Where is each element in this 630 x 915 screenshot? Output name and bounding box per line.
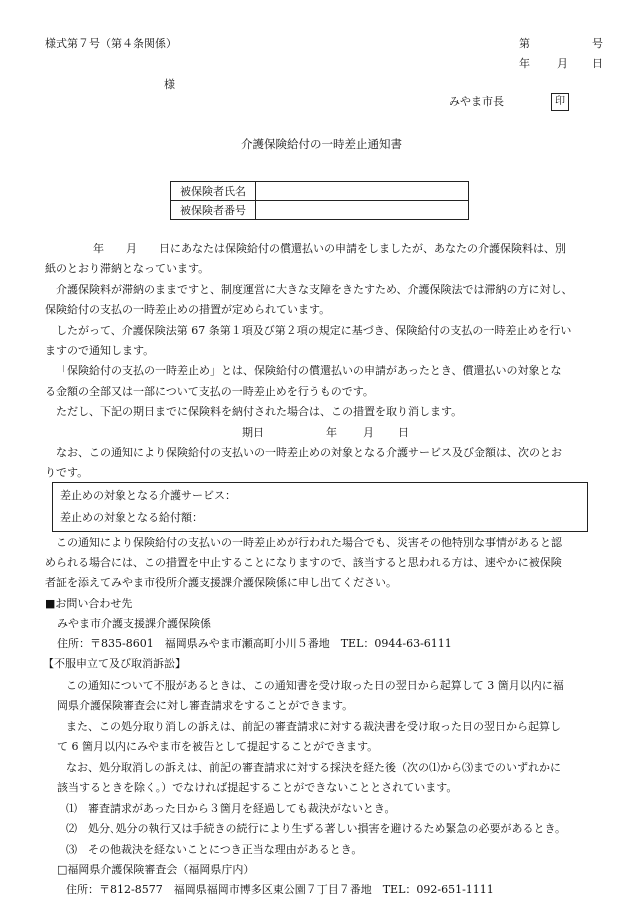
insured-person-table: [170, 181, 469, 220]
document-number-label: 第: [519, 37, 530, 50]
suspended-amount-label: 差止めの対象となる給付額：: [60, 511, 203, 524]
deadline-year: 年: [326, 426, 337, 439]
body-paragraph-7-line-2: められる場合には、この措置を中止することになりますので、該当すると思われる方は、速やかに被保険: [45, 557, 562, 568]
body-paragraph-4-line-2: る金額の全部又は一部について支払の一時差止めを行うものです。: [45, 386, 374, 397]
date-year: 年: [519, 57, 530, 70]
body-paragraph-6-line-1: なお、この通知により保険給付の支払いの一時差止めの対象となる介護サービス及び金額は、次のとお: [56, 447, 562, 458]
appeal-paragraph-1-line-1: この通知について不服があるときは、この通知書を受け取った日の翌日から起算して 3 箇月以内に福: [66, 680, 564, 691]
body-paragraph-3-line-1: したがって、介護保険法第 67 条第１項及び第２項の規定に基づき、保険給付の支払の一時差止めを行い: [56, 325, 572, 336]
appeal-paragraph-2-line-1: また、この処分取り消しの訴えは、前記の審査請求に対する裁決書を受け取った日の翌日から起算し: [66, 721, 561, 732]
body-paragraph-7-line-1: この通知により保険給付の支払いの一時差止めが行われた場合でも、災害その他特別な事情があると認: [56, 537, 562, 548]
suspended-service-label: 差止めの対象となる介護サービス：: [60, 489, 236, 502]
appeal-paragraph-1-line-2: 岡県介護保険審査会に対し審査請求をすることができます。: [57, 700, 354, 711]
deadline-day: 日: [398, 426, 409, 439]
appeal-heading: 【不服申立て及び取消訴訟】: [43, 658, 186, 669]
insured-number-value[interactable]: [256, 201, 469, 220]
body-paragraph-6-line-2: りです。: [45, 467, 89, 478]
insured-number-label: 被保険者番号: [171, 201, 256, 220]
body-paragraph-1-line-1: 年 月 日にあなたは保険給付の償還払いの申請をしましたが、あなたの介護保険料は、別: [93, 243, 566, 254]
document-number-suffix: 号: [592, 37, 603, 50]
date-month: 月: [557, 57, 568, 70]
table-row: [171, 182, 469, 201]
addressee-suffix: 様: [164, 78, 175, 91]
review-council-address: 住所：〒812-8577 福岡県福岡市博多区東公園７丁目７番地 TEL：092-651-1111: [66, 884, 494, 895]
insured-name-label: 被保険者氏名: [171, 182, 256, 201]
review-council-heading: □福岡県介護保険審査会（福岡県庁内）: [57, 864, 255, 875]
official-seal: 印: [551, 93, 569, 111]
appeal-paragraph-3-line-2: 該当するときを除く。）でなければ提起することができないこととされています。: [57, 782, 458, 793]
contact-address: 住所：〒835-8601 福岡県みやま市瀬高町小川５番地 TEL：0944-63-6111: [57, 638, 452, 649]
appeal-paragraph-2-line-2: て 6 箇月以内にみやま市を被告として提起することができます。: [57, 741, 379, 752]
body-paragraph-2-line-2: 保険給付の支払の一時差止めの措置が定められています。: [45, 304, 331, 315]
contact-heading: ■お問い合わせ先: [45, 598, 133, 609]
body-paragraph-2-line-1: 介護保険料が滞納のままですと、制度運営に大きな支障をきたすため、介護保険法では滞納の方に対し、: [56, 284, 573, 295]
date-day: 日: [592, 57, 603, 70]
appeal-item-2: ⑵ 処分､処分の執行又は手続きの続行により生ずる著しい損害を避けるため緊急の必要があるとき。: [66, 823, 567, 834]
body-paragraph-3-line-2: ますので通知します。: [45, 345, 155, 356]
contact-office: みやま市介護支援課介護保険係: [57, 618, 211, 629]
table-row: [171, 201, 469, 220]
deadline-label: 期日: [242, 426, 264, 439]
body-paragraph-5: ただし、下記の期日までに保険料を納付された場合は、この措置を取り消します。: [56, 406, 463, 417]
appeal-paragraph-3-line-1: なお、処分取消しの訴えは、前記の審査請求に対する採決を経た後（次の⑴から⑶までのいずれかに: [66, 762, 561, 773]
form-number: 様式第７号（第４条関係）: [45, 37, 177, 50]
body-paragraph-7-line-3: 者証を添えてみやま市役所介護支援課介護保険係に申し出てください。: [45, 577, 397, 588]
appeal-item-3: ⑶ その他裁決を経ないことにつき正当な理由があるとき。: [66, 844, 363, 855]
document-title: 介護保険給付の一時差止通知書: [241, 137, 402, 151]
insured-name-value[interactable]: [256, 182, 469, 201]
sender-name: みやま市長: [449, 95, 504, 108]
body-paragraph-1-line-2: 紙のとおり滞納となっています。: [45, 263, 210, 274]
appeal-item-1: ⑴ 審査請求があった日から３箇月を経過しても裁決がないとき。: [66, 803, 396, 814]
body-paragraph-4-line-1: 「保険給付の支払の一時差止め」とは、保険給付の償還払いの申請があったとき、償還払いの対象とな: [56, 365, 562, 376]
deadline-month: 月: [363, 426, 374, 439]
